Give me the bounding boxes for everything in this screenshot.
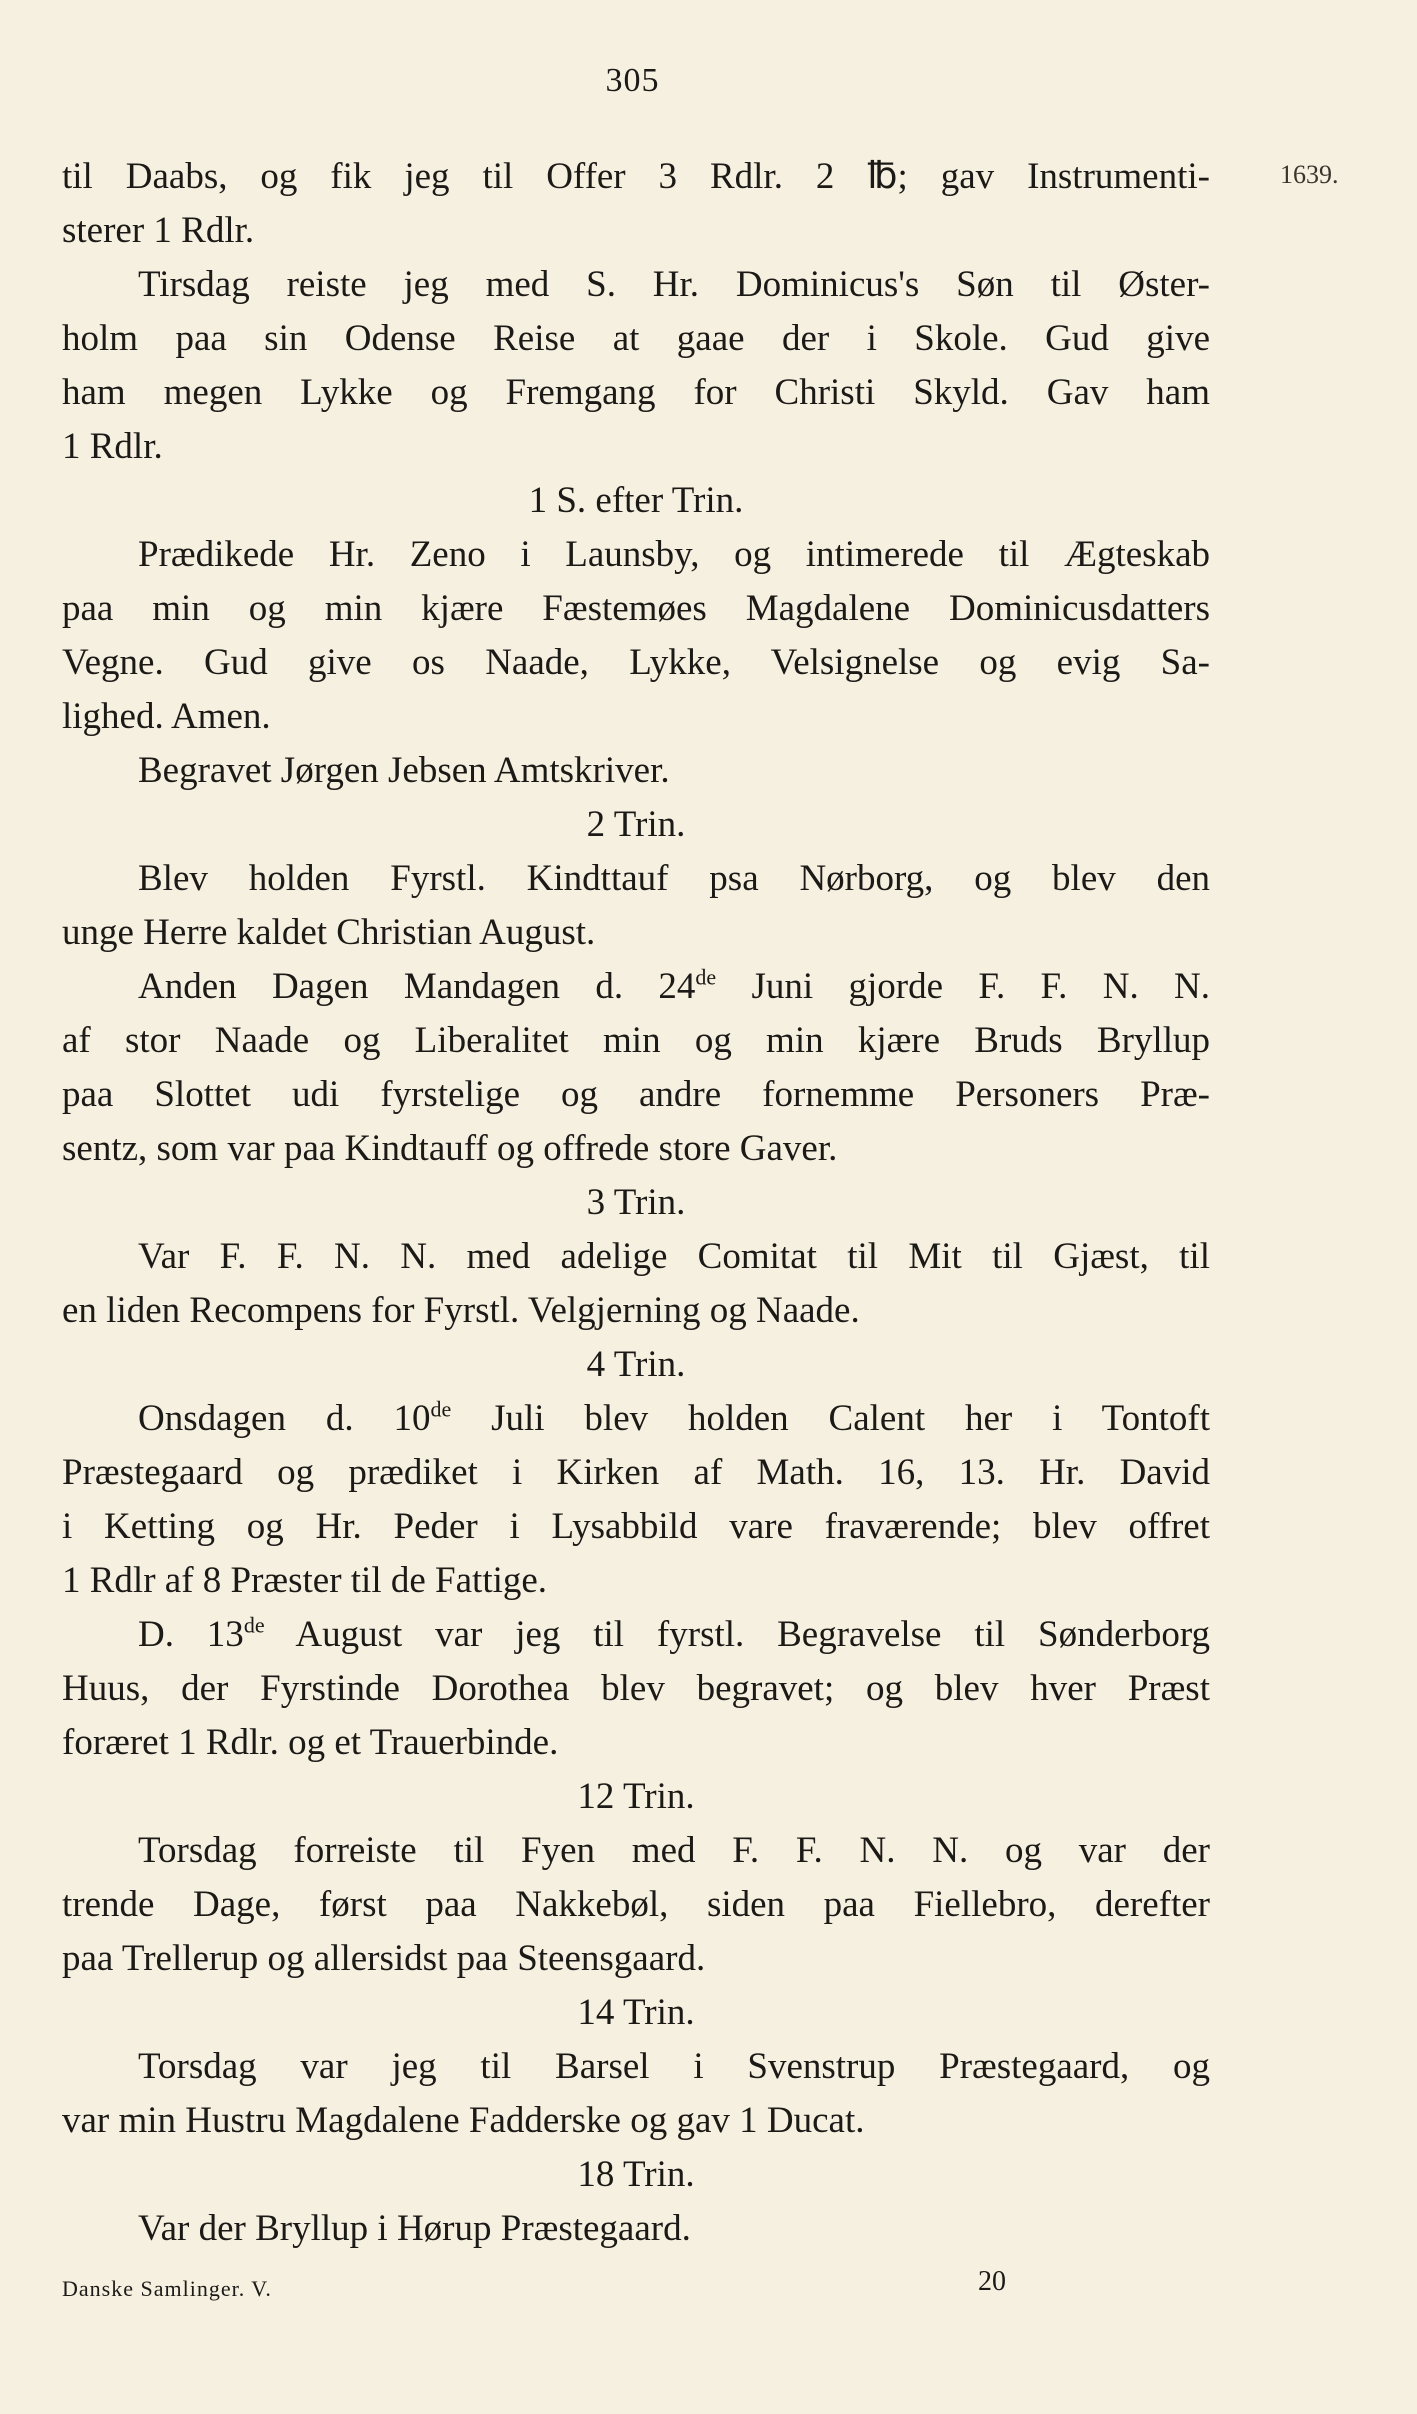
text-line: sentz, som var paa Kindtauff og offrede store Gaver. — [62, 1128, 838, 1169]
text-line: holm paa sin Odense Reise at gaae der i Skole. Gud give — [62, 318, 1210, 359]
text-line: Var der Bryllup i Hørup Præstegaard. — [138, 2208, 691, 2249]
text-line: 1 Rdlr af 8 Præster til de Fattige. — [62, 1560, 548, 1601]
text-line: Blev holden Fyrstl. Kindttauf psa Nørborg, og blev den — [138, 858, 1210, 899]
text-line: sterer 1 Rdlr. — [62, 210, 255, 251]
text-line: i Ketting og Hr. Peder i Lysabbild vare fraværende; blev offret — [62, 1506, 1210, 1547]
text-line: Prædikede Hr. Zeno i Launsby, og intimerede til Ægteskab — [138, 534, 1210, 575]
text-line: ham megen Lykke og Fremgang for Christi Skyld. Gav ham — [62, 372, 1210, 413]
footer-series-title: Danske Samlinger. V. — [62, 2276, 272, 2301]
text-line: paa Trellerup og allersidst paa Steensgaard. — [62, 1938, 706, 1979]
text-line: paa min og min kjære Fæstemøes Magdalene Dominicusdatters — [62, 588, 1210, 629]
text-line: paa Slottet udi fyrstelige og andre fornemme Personers Præ- — [62, 1074, 1210, 1115]
superscript: de — [243, 1612, 265, 1638]
text-line: trende Dage, først paa Nakkebøl, siden paa Fiellebro, derefter — [62, 1884, 1210, 1925]
superscript: de — [695, 964, 717, 990]
page-number: 305 — [605, 62, 660, 99]
text-line: af stor Naade og Liberalitet min og min kjære Bruds Bryllup — [62, 1020, 1210, 1061]
text-line: foræret 1 Rdlr. og et Trauerbinde. — [62, 1722, 559, 1763]
text-line: 1 Rdlr. — [62, 426, 163, 467]
margin-year-note: 1639. — [1280, 160, 1339, 189]
section-heading: 1 S. efter Trin. — [528, 480, 744, 521]
text-fragment: Juli blev holden Calent her i Tontoft — [451, 1398, 1210, 1439]
section-heading: 14 Trin. — [577, 1992, 695, 2033]
text-line: Tirsdag reiste jeg med S. Hr. Dominicus's Søn til Øster- — [138, 264, 1210, 305]
text-fragment: Onsdagen d. 10 — [138, 1398, 431, 1439]
text-line: Begravet Jørgen Jebsen Amtskriver. — [138, 750, 670, 791]
text-line — [62, 960, 1210, 1014]
text-line: Huus, der Fyrstinde Dorothea blev begravet; og blev hver Præst — [62, 1668, 1210, 1709]
text-line: Torsdag forreiste til Fyen med F. F. N. N. og var der — [138, 1830, 1210, 1871]
section-heading: 4 Trin. — [586, 1344, 686, 1385]
body-text — [62, 150, 1210, 2256]
superscript: de — [430, 1396, 452, 1422]
text-fragment: August var jeg til fyrstl. Begravelse til Sønderborg — [264, 1614, 1210, 1655]
section-heading: 3 Trin. — [586, 1182, 686, 1223]
footer-signature-mark: 20 — [978, 2266, 1006, 2297]
text-fragment: D. 13 — [138, 1614, 244, 1655]
section-heading: 2 Trin. — [586, 804, 686, 845]
text-line: en liden Recompens for Fyrstl. Velgjerning og Naade. — [62, 1290, 860, 1331]
text-line — [62, 1608, 1210, 1662]
text-line: Torsdag var jeg til Barsel i Svenstrup Præstegaard, og — [138, 2046, 1210, 2087]
text-fragment: Anden Dagen Mandagen d. 24 — [138, 966, 696, 1007]
text-line: Præstegaard og prædiket i Kirken af Math. 16, 13. Hr. David — [62, 1452, 1210, 1493]
text-line: Var F. F. N. N. med adelige Comitat til Mit til Gjæst, til — [138, 1236, 1210, 1277]
text-fragment: Juni gjorde F. F. N. N. — [716, 966, 1210, 1007]
text-line: unge Herre kaldet Christian August. — [62, 912, 596, 953]
text-line: lighed. Amen. — [62, 696, 271, 737]
text-line: Vegne. Gud give os Naade, Lykke, Velsignelse og evig Sa- — [62, 642, 1210, 683]
section-heading: 18 Trin. — [577, 2154, 695, 2195]
text-line — [62, 1392, 1210, 1446]
section-heading: 12 Trin. — [577, 1776, 695, 1817]
text-line: til Daabs, og fik jeg til Offer 3 Rdlr. 2 ℔; gav Instrumenti- — [62, 156, 1210, 197]
text-line: var min Hustru Magdalene Fadderske og gav 1 Ducat. — [62, 2100, 865, 2141]
